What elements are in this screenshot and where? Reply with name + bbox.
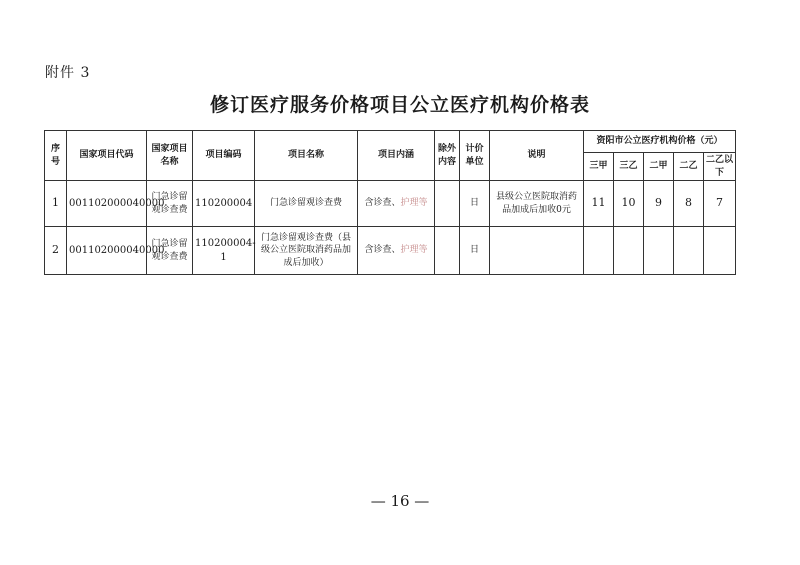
cell-content xyxy=(358,227,435,275)
cell-excluded xyxy=(435,227,460,275)
cell-item-code: 110200004 xyxy=(193,181,255,227)
header-content: 项目内涵 xyxy=(358,131,435,181)
cell-price: 7 xyxy=(704,181,736,227)
header-unit: 计价单位 xyxy=(460,131,490,181)
header-level: 三甲 xyxy=(584,153,614,181)
page-title: 修订医疗服务价格项目公立医疗机构价格表 xyxy=(209,94,590,116)
cell-national-name: 门急诊留观诊查费 xyxy=(147,181,193,227)
cell-item-name: 门急诊留观诊查费（县级公立医院取消药品加成后加收） xyxy=(255,227,358,275)
header-price-group: 资阳市公立医疗机构价格（元） xyxy=(584,131,736,153)
page-number: — 16 — xyxy=(370,492,430,510)
header-national-name: 国家项目名称 xyxy=(147,131,193,181)
content-text: 含诊查、 xyxy=(364,245,401,256)
header-level: 三乙 xyxy=(614,153,644,181)
cell-seq: 1 xyxy=(45,181,67,227)
table-row xyxy=(45,227,736,275)
cell-national-name: 门急诊留观诊查费 xyxy=(147,227,193,275)
cell-national-code: 001102000040000 xyxy=(67,181,147,227)
cell-national-code: 001102000040000 xyxy=(67,227,147,275)
cell-price xyxy=(614,227,644,275)
header-level: 二乙 xyxy=(674,153,704,181)
cell-item-code: 110200004-1 xyxy=(193,227,255,275)
price-table xyxy=(44,130,736,275)
cell-unit: 日 xyxy=(460,227,490,275)
cell-price: 9 xyxy=(644,181,674,227)
content-text-faded: 护理等 xyxy=(400,198,428,209)
header-national-code: 国家项目代码 xyxy=(67,131,147,181)
cell-content xyxy=(358,181,435,227)
header-seq: 序号 xyxy=(45,131,67,181)
header-row-top xyxy=(45,131,736,153)
content-text: 含诊查、 xyxy=(364,198,401,209)
cell-price xyxy=(674,227,704,275)
content-text-faded: 护理等 xyxy=(400,245,428,256)
header-level: 二甲 xyxy=(644,153,674,181)
header-item-code: 项目编码 xyxy=(193,131,255,181)
cell-price: 10 xyxy=(614,181,644,227)
cell-price xyxy=(704,227,736,275)
header-item-name: 项目名称 xyxy=(255,131,358,181)
cell-price xyxy=(644,227,674,275)
cell-price xyxy=(584,227,614,275)
cell-note: 县级公立医院取消药品加成后加收0元 xyxy=(490,181,584,227)
cell-seq: 2 xyxy=(45,227,67,275)
attachment-label: 附件 3 xyxy=(45,65,91,81)
cell-price: 8 xyxy=(674,181,704,227)
cell-note xyxy=(490,227,584,275)
table-row xyxy=(45,181,736,227)
header-level: 二乙以下 xyxy=(704,153,736,181)
header-note: 说明 xyxy=(490,131,584,181)
cell-price: 11 xyxy=(584,181,614,227)
cell-item-name: 门急诊留观诊查费 xyxy=(255,181,358,227)
cell-unit: 日 xyxy=(460,181,490,227)
header-excluded: 除外内容 xyxy=(435,131,460,181)
cell-excluded xyxy=(435,181,460,227)
